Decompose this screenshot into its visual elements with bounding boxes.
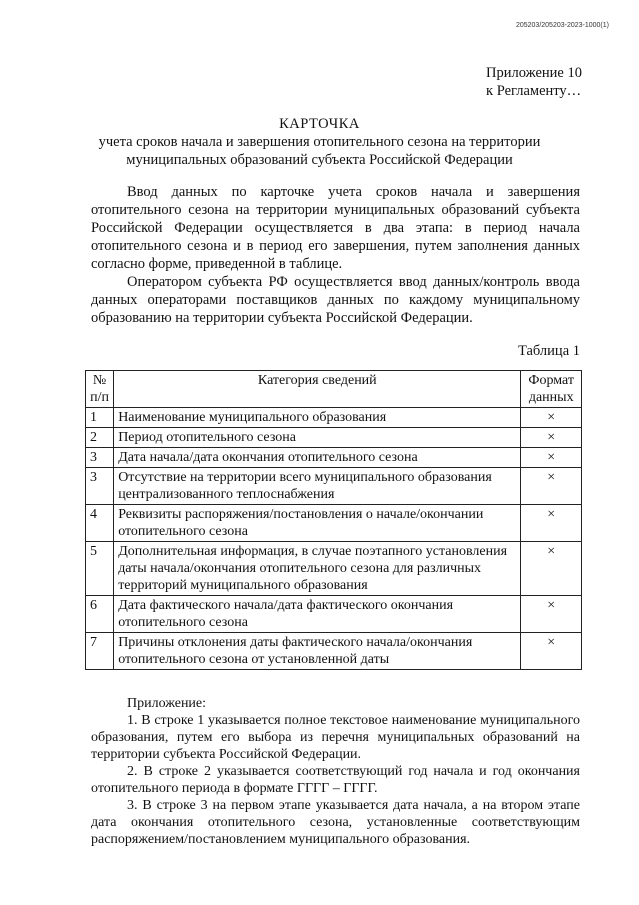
row-format: ×: [521, 468, 582, 505]
row-category: Дата фактического начала/дата фактического окончания отопительного сезона: [114, 596, 521, 633]
notes-section: [91, 695, 580, 848]
row-category: Дополнительная информация, в случае поэтапного установления даты начала/окончания отопительного сезона для различных территорий муниципального образования: [114, 542, 521, 596]
row-format: ×: [521, 633, 582, 670]
row-num: 3: [86, 448, 114, 468]
document-title: [0, 115, 639, 169]
table-header-row: [86, 371, 582, 408]
row-num: 2: [86, 428, 114, 448]
notes-heading: Приложение:: [127, 696, 207, 711]
row-category: Реквизиты распоряжения/постановления о начале/окончании отопительного сезона: [114, 505, 521, 542]
row-num: 3: [86, 468, 114, 505]
annex-line-2: к Регламенту…: [486, 83, 582, 99]
table-row: [86, 596, 582, 633]
row-format: ×: [521, 408, 582, 428]
row-num: 5: [86, 542, 114, 596]
row-category: Период отопительного сезона: [114, 428, 521, 448]
title-main: КАРТОЧКА: [279, 116, 360, 132]
row-format: ×: [521, 542, 582, 596]
row-num: 4: [86, 505, 114, 542]
table-row: [86, 428, 582, 448]
annex-reference: [486, 64, 582, 100]
table-row: [86, 448, 582, 468]
row-format: ×: [521, 448, 582, 468]
row-num: 7: [86, 633, 114, 670]
document-id: 205203/205203-2023-1000(1): [515, 22, 609, 29]
header-category: Категория сведений: [114, 371, 521, 408]
row-format: ×: [521, 505, 582, 542]
table-row: [86, 505, 582, 542]
header-format: Формат данных: [521, 371, 582, 408]
note-item: 3. В строке 3 на первом этапе указывается дата начала, а на втором этапе дата окончания отопительного сезона, установленные соответствующим распоряжением/постановлением муниципального образования.: [91, 798, 580, 847]
data-category-table: [85, 370, 582, 670]
table-row: [86, 633, 582, 670]
table-row: [86, 468, 582, 505]
table-row: [86, 408, 582, 428]
table-label: Таблица 1: [517, 343, 580, 359]
row-category: Причины отклонения даты фактического начала/окончания отопительного сезона от установленной даты: [114, 633, 521, 670]
row-category: Дата начала/дата окончания отопительного сезона: [114, 448, 521, 468]
row-category: Наименование муниципального образования: [114, 408, 521, 428]
table-row: [86, 542, 582, 596]
row-num: 6: [86, 596, 114, 633]
intro-paragraph-1: Ввод данных по карточке учета сроков начала и завершения отопительного сезона на территории муниципальных образований субъекта Российской Федерации осуществляется в два этапа: в период начала отопительного сезона и в период его завершения, путем заполнения данных согласно форме, приведенной в таблице.: [91, 184, 580, 272]
row-format: ×: [521, 428, 582, 448]
row-category: Отсутствие на территории всего муниципального образования централизованного теплоснабжения: [114, 468, 521, 505]
title-subtitle-line-2: муниципальных образований субъекта Российской Федерации: [126, 152, 513, 168]
note-item: 1. В строке 1 указывается полное текстовое наименование муниципального образования, путем его выбора из перечня муниципальных образований на территории субъекта Российской Федерации.: [91, 713, 580, 762]
note-item: 2. В строке 2 указывается соответствующий год начала и год окончания отопительного периода в формате ГГГГ – ГГГГ.: [91, 764, 580, 796]
header-num: № п/п: [86, 371, 114, 408]
annex-line-1: Приложение 10: [486, 65, 582, 81]
row-format: ×: [521, 596, 582, 633]
title-subtitle-line-1: учета сроков начала и завершения отопительного сезона на территории: [98, 134, 541, 150]
intro-paragraph-2: Оператором субъекта РФ осуществляется ввод данных/контроль ввода данных операторами поставщиков данных по каждому муниципальному образованию на территории субъекта Российской Федерации.: [91, 274, 580, 326]
row-num: 1: [86, 408, 114, 428]
